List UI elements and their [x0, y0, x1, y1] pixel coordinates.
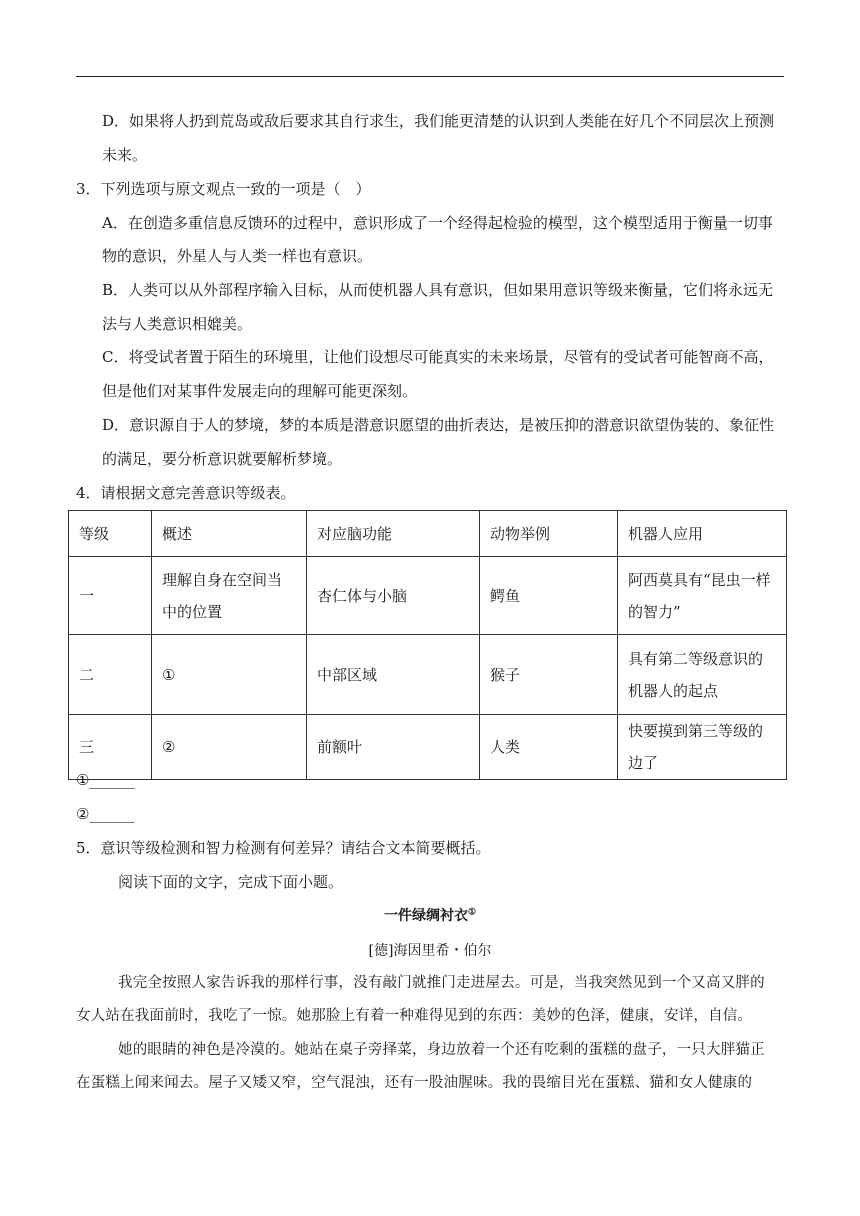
q3-option-b-line1: B．人类可以从外部程序输入目标，从而使机器人具有意识，但如果用意识等级来衡量，它们将永远无	[102, 281, 774, 299]
q2-option-d-line1: D．如果将人扔到荒岛或敌后要求其自行求生，我们能更清楚的认识到人类能在好几个不同层次上预测	[102, 112, 775, 130]
passage-author: [德]海因里希・伯尔	[368, 943, 492, 959]
table-cell: 快要摸到第三等级的边了	[618, 715, 787, 780]
q3-option-c-line2: 但是他们对某事件发展走向的理解可能更深刻。	[102, 382, 418, 400]
table-row	[69, 557, 787, 635]
reading-instruction: 阅读下面的文字，完成下面小题。	[118, 873, 344, 891]
table-cell: ①	[152, 635, 307, 715]
passage-p1-line1: 我完全按照人家告诉我的那样行事，没有敲门就推门走进屋去。可是，当我突然见到一个又高又胖的	[118, 975, 765, 991]
q3-option-d-line1: D．意识源自于人的梦境，梦的本质是潜意识愿望的曲折表达，是被压抑的潜意识欲望伪装的、象征性	[102, 416, 775, 434]
q4-stem: 4．请根据文意完善意识等级表。	[76, 484, 296, 502]
table-cell: 一	[69, 557, 152, 635]
table-cell: 前额叶	[307, 715, 480, 780]
consciousness-grade-table	[68, 510, 787, 780]
table-header-cell: 机器人应用	[618, 511, 787, 557]
table-header-row	[69, 511, 787, 557]
q3-option-d-line2: 的满足，要分析意识就要解析梦境。	[102, 450, 343, 468]
passage-p2-line2: 在蛋糕上闻来闻去。屋子又矮又窄，空气混浊，还有一股油腥味。我的畏缩目光在蛋糕、猫和女人健康的	[76, 1075, 753, 1091]
table-cell: ②	[152, 715, 307, 780]
table-cell: 人类	[480, 715, 618, 780]
passage-p2-line1: 她的眼睛的神色是冷漠的。她站在桌子旁择菜，身边放着一个还有吃剩的蛋糕的盘子，一只大胖猫正	[118, 1042, 765, 1058]
table-cell: 杏仁体与小脑	[307, 557, 480, 635]
passage-title-text: 一件绿绸衬衣	[383, 908, 468, 924]
q3-stem: 3．下列选项与原文观点一致的一项是（ ）	[76, 180, 371, 198]
q3-option-c-line1: C．将受试者置于陌生的环境里，让他们设想尽可能真实的未来场景，尽管有的受试者可能智商不高，	[102, 348, 774, 366]
table-cell: 三	[69, 715, 152, 780]
footnote-marker: ①	[467, 907, 477, 918]
passage-p1-line2: 女人站在我面前时，我吃了一惊。她那脸上有着一种难得见到的东西：美妙的色泽，健康，安详，自信。	[76, 1008, 753, 1024]
table-cell: 猴子	[480, 635, 618, 715]
header-rule	[76, 76, 784, 77]
table-cell: 具有第二等级意识的机器人的起点	[618, 635, 787, 715]
table-row	[69, 715, 787, 780]
table-cell: 中部区域	[307, 635, 480, 715]
table-header-cell: 等级	[69, 511, 152, 557]
table-cell: 鳄鱼	[480, 557, 618, 635]
table-header-cell: 动物举例	[480, 511, 618, 557]
q5-stem: 5．意识等级检测和智力检测有何差异？请结合文本简要概括。	[76, 839, 491, 857]
q3-option-a-line1: A．在创造多重信息反馈环的过程中，意识形成了一个经得起检验的模型，这个模型适用于衡量一切事	[102, 214, 773, 232]
q2-option-d-line2: 未来。	[102, 146, 148, 164]
q4-blank-1: ①______	[76, 771, 135, 789]
table-row	[69, 635, 787, 715]
table-cell: 理解自身在空间当中的位置	[152, 557, 307, 635]
q4-blank-2: ②______	[76, 805, 135, 823]
table-header-cell: 对应脑功能	[307, 511, 480, 557]
table-header-cell: 概述	[152, 511, 307, 557]
passage-title	[0, 905, 860, 925]
table-cell: 二	[69, 635, 152, 715]
q3-option-a-line2: 物的意识，外星人与人类一样也有意识。	[102, 247, 373, 265]
table-cell: 阿西莫具有“昆虫一样的智力”	[618, 557, 787, 635]
q3-option-b-line2: 法与人类意识相媲美。	[102, 315, 253, 333]
